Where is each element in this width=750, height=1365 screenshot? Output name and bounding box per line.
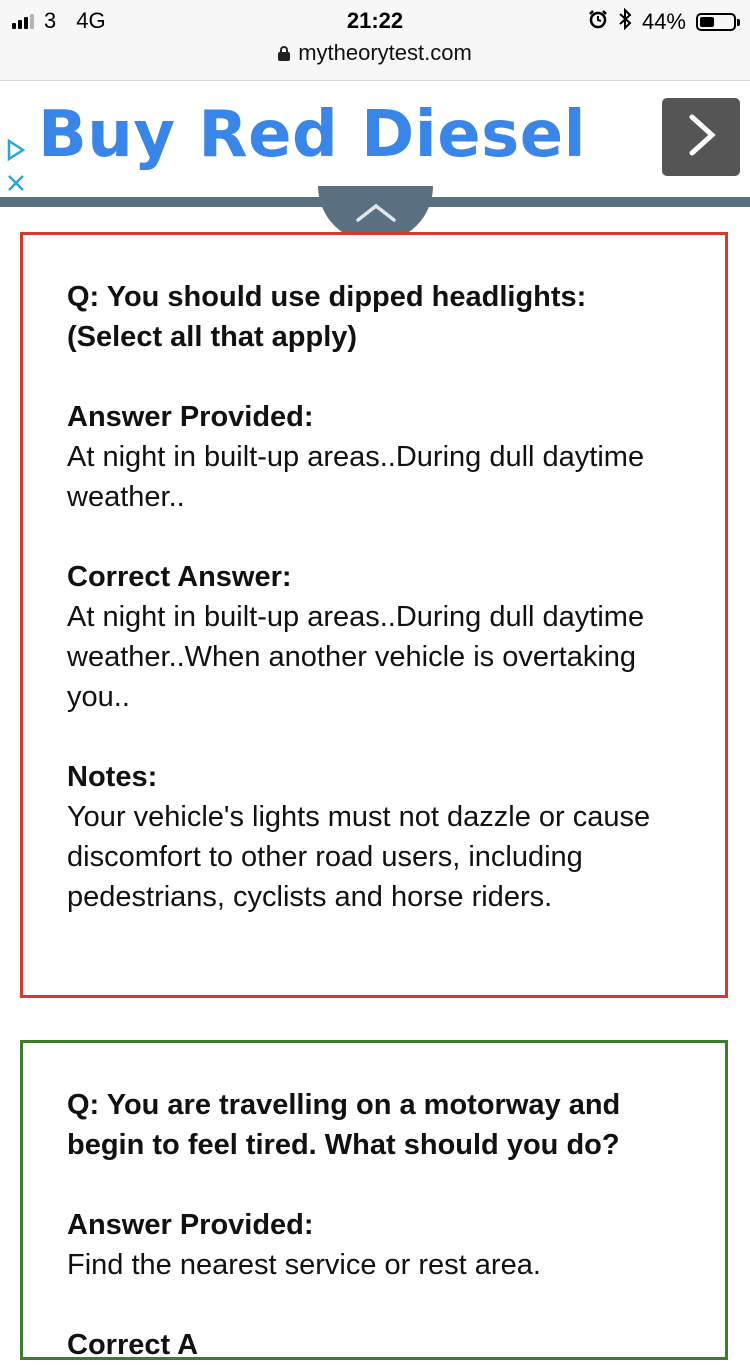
url-text[interactable]: mytheorytest.com [298,40,472,65]
answer-provided-label: Answer Provided: [67,401,314,433]
result-card-incorrect [20,232,728,998]
ad-info-icon[interactable] [4,149,28,166]
ad-title[interactable]: Buy Red Diesel [38,98,587,172]
notes-text: Your vehicle's lights must not dazzle or cause discomfort to other road users, including pedestrians, cyclists and horse riders. [67,801,651,913]
question-text: Q: You should use dipped headlights: (Select all that apply) [67,281,587,353]
carrier-name: 3 [44,8,57,33]
answer-provided-text: Find the nearest service or rest area. [67,1249,541,1281]
question-text: Q: You are travelling on a motorway and begin to feel tired. What should you do? [67,1089,621,1161]
answer-provided-text: At night in built-up areas..During dull daytime weather.. [67,441,645,513]
status-time: 21:22 [346,8,404,33]
battery-icon [696,13,736,31]
status-right [588,8,736,36]
notes-label: Notes: [67,761,158,793]
chevron-right-icon [684,113,718,162]
battery-percent: 44% [641,9,686,34]
correct-answer-label: Correct Answer: [67,561,292,593]
network-type: 4G [76,8,106,33]
correct-answer-text: At night in built-up areas..During dull daytime weather..When another vehicle is overtaking you.. [67,601,645,713]
result-card-correct [20,1040,728,1360]
lock-icon [278,46,290,60]
ad-next-button[interactable] [662,98,740,176]
correct-answer-label: Correct A [67,1329,199,1361]
url-bar[interactable] [0,40,750,66]
answer-provided-label: Answer Provided: [67,1209,314,1241]
ad-choices[interactable] [4,138,28,200]
bluetooth-icon [618,8,632,36]
alarm-icon [588,9,608,35]
browser-top-bar [0,0,750,81]
chevron-up-icon [354,200,398,229]
